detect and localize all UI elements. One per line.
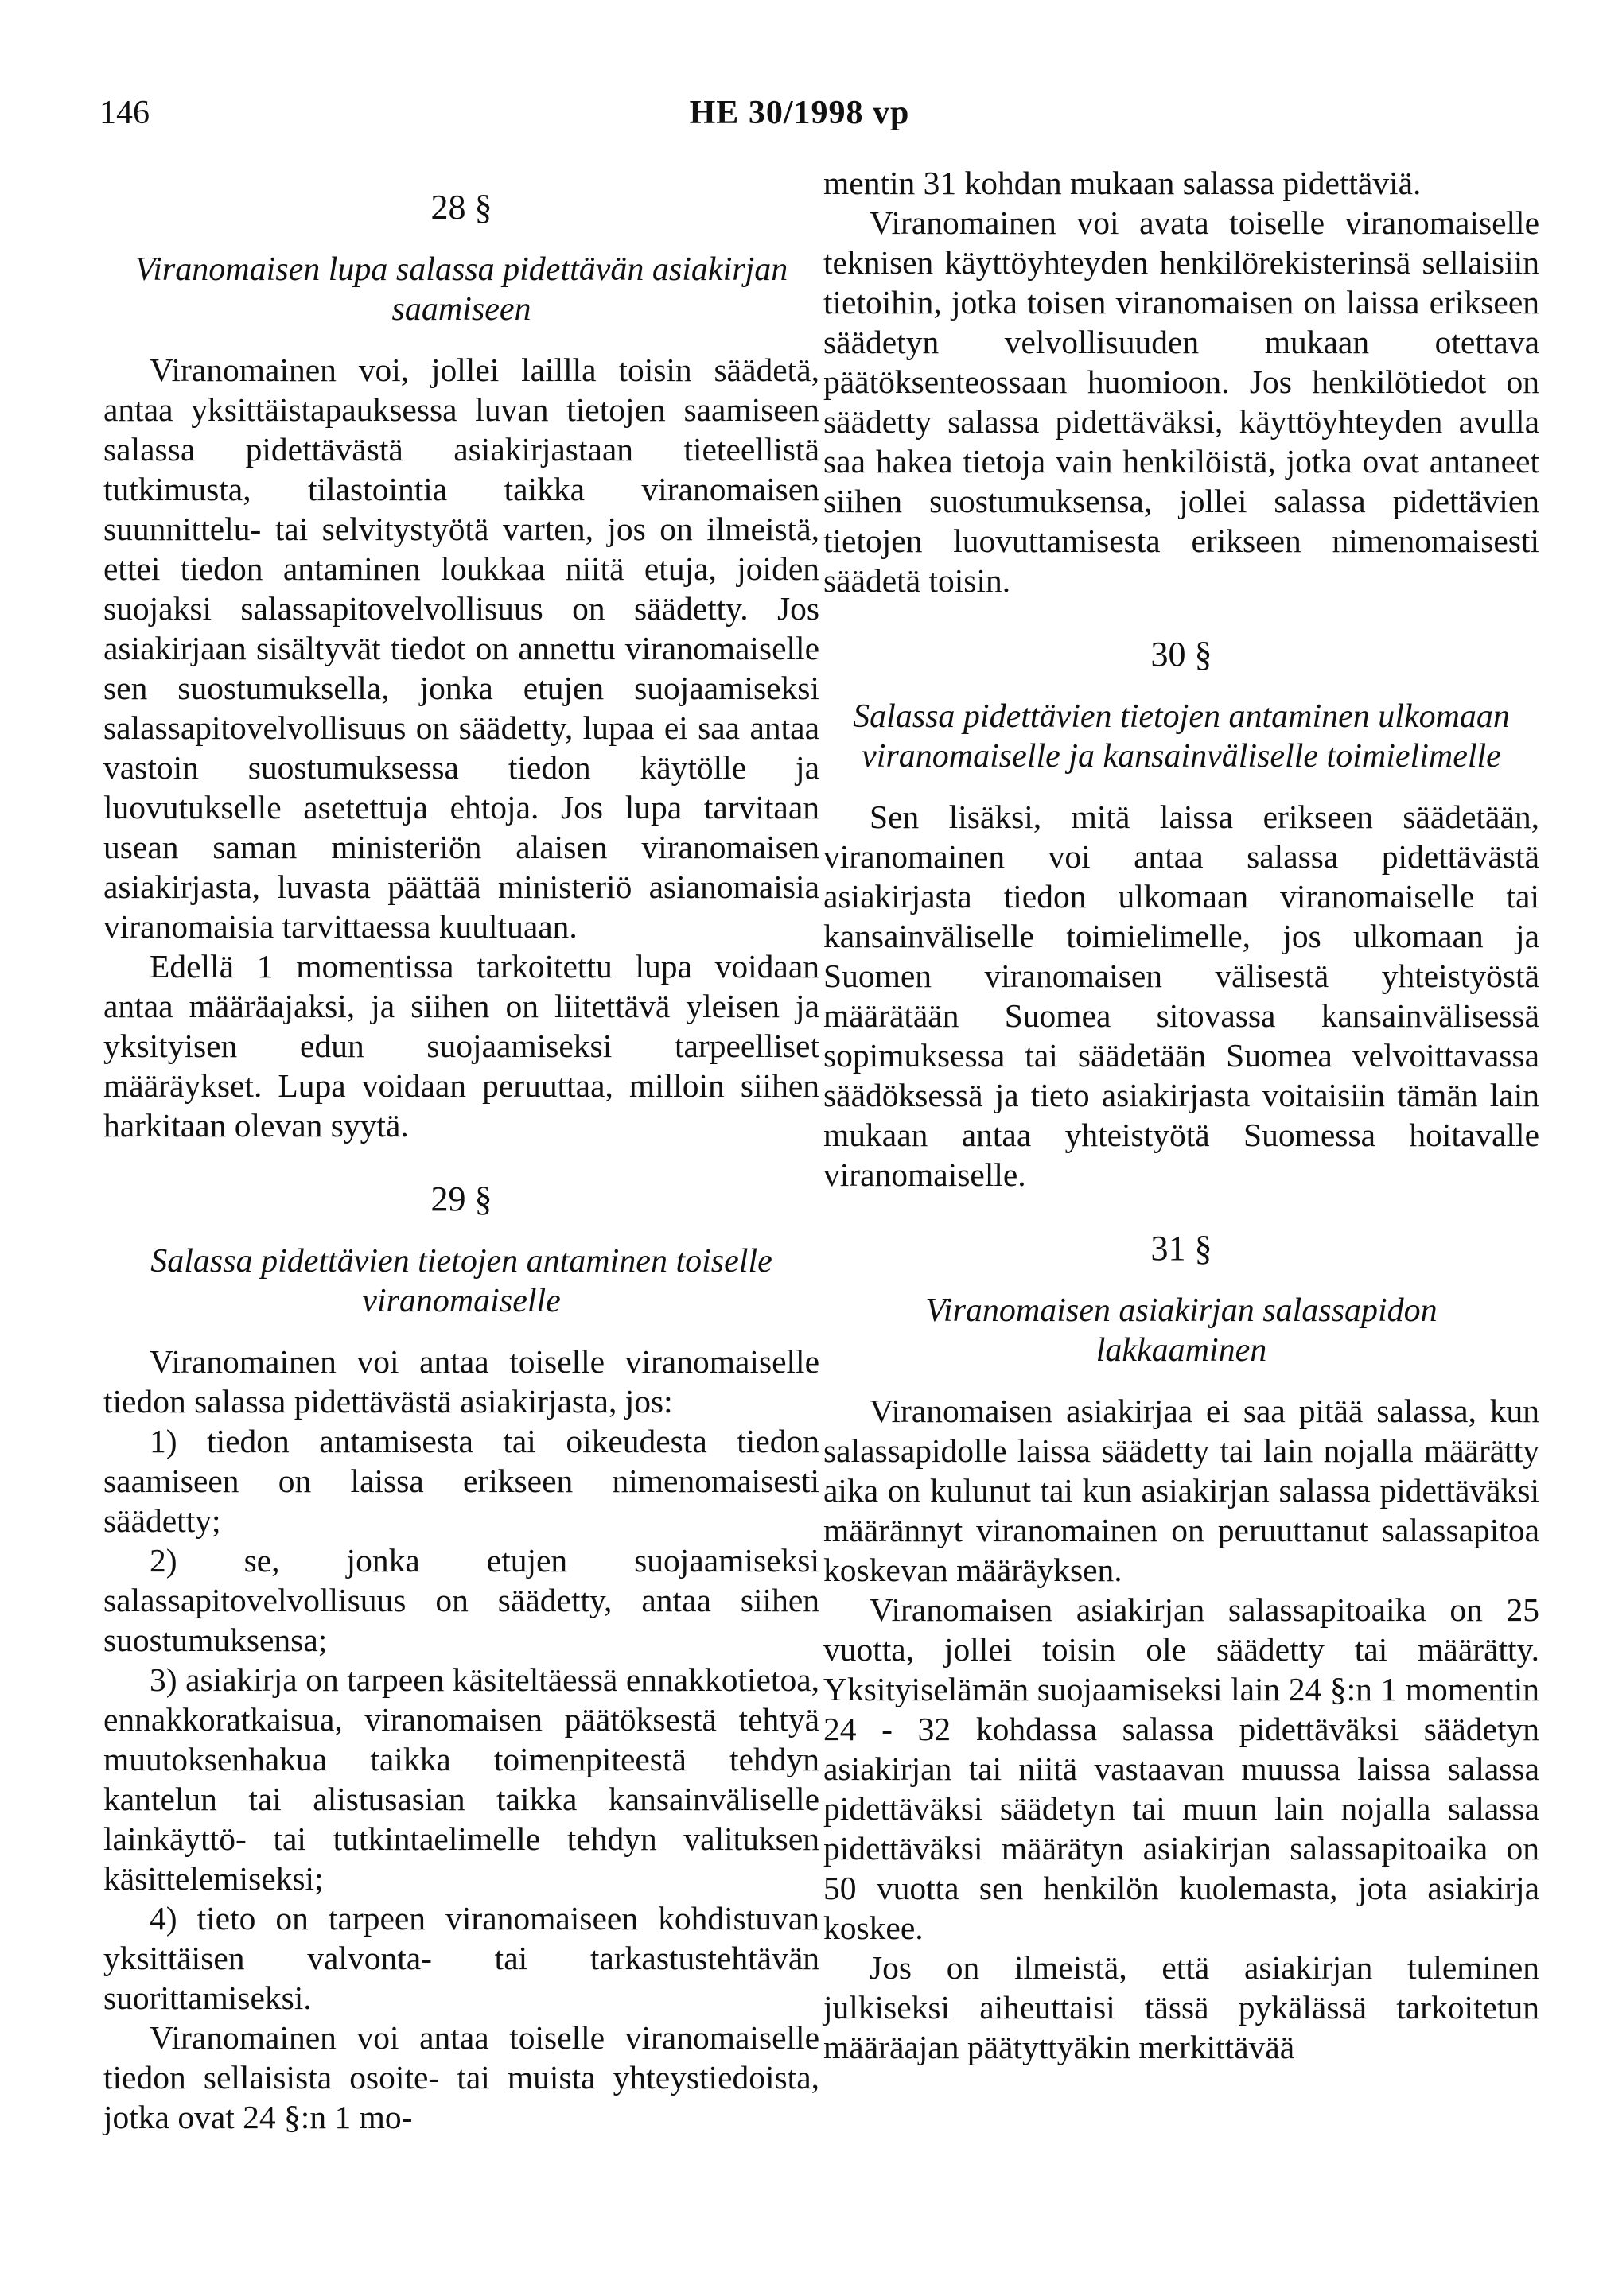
section-31-paragraph-1: Viranomaisen asiakirjaa ei saa pitää salassa, kun salassapidolle laissa säädetty tai lain nojalla määrätty aika on kulunut tai kun asiakirjan salassa pidettäväksi määrännyt viranomainen on peruuttanut salassapitoa koskevan määräyksen.	[823, 1393, 1539, 1588]
section-29-item-2: 2) se, jonka etujen suojaamiseksi salassapitovelvollisuus on säädetty, antaa siihen suostumuksensa;	[103, 1542, 819, 1658]
section-28-paragraph-1: Viranomainen voi, jollei laillla toisin säädetä, antaa yksittäistapauksessa luvan tietojen saamiseen salassa pidettävästä asiakirjastaan tieteellistä tutkimusta, tilastointia taikka viranomaisen suunnittelu- tai selvitystyötä varten, jos on ilmeistä, ettei tiedon antaminen loukkaa niitä etuja, joiden suojaksi salassapitovelvollisuus on säädetty. Jos asiakirjaan sisältyvät tiedot on annettu viranomaiselle sen suostumuksella, jonka etujen suojaamiseksi salassapitovelvollisuus on säädetty, lupaa ei saa antaa vastoin suostumuksessa tiedon käytölle ja luovutukselle asetettuja ehtoja. Jos lupa tarvitaan usean saman ministeriön alaisen viranomaisen asiakirjasta, luvasta päättää ministeriö asianomaisia viranomaisia tarvittaessa kuultuaan.	[103, 352, 819, 945]
running-title: HE 30/1998 vp	[689, 95, 910, 131]
section-29-paragraph-2: Viranomainen voi antaa toiselle viranomaiselle tiedon sellaisista osoite- tai muista yhteystiedoista, jotka ovat 24 §:n 1 mo-	[103, 2019, 819, 2135]
section-29-paragraph-1: Viranomainen voi antaa toiselle viranomaiselle tiedon salassa pidettävästä asiakirjasta, jos:	[103, 1343, 819, 1420]
section-31-title: Viranomaisen asiakirjan salassapidon lakkaaminen	[925, 1292, 1438, 1369]
section-29-paragraph-3: Viranomainen voi avata toiselle viranomaiselle teknisen käyttöyhteyden henkilörekisterinsä sellaisiin tietoihin, jotka toisen viranomaisen on laissa erikseen säädetyn velvollisuuden mukaan otettava päätöksenteossaan huomioon. Jos henkilötiedot on säädetty salassa pidettäväksi, käyttöyhteyden avulla saa hakea tietoja vain henkilöistä, jotka ovat antaneet siihen suostumuksensa, jollei salassa pidettävien tietojen luovuttamisesta erikseen nimenomaisesti säädetä toisin.	[823, 204, 1539, 599]
section-28-title: Viranomaisen lupa salassa pidettävän asiakirjan saamiseen	[134, 251, 788, 328]
section-29-item-1: 1) tiedon antamisesta tai oikeudesta tiedon saamiseen on laissa erikseen nimenomaisesti säädetty;	[103, 1423, 819, 1539]
page-header	[0, 94, 1599, 150]
section-30-paragraph-1: Sen lisäksi, mitä laissa erikseen säädetään, viranomainen voi antaa salassa pidettävästä asiakirjasta tiedon ulkomaan viranomaiselle tai kansainväliselle toimielimelle, jos ulkomaan ja Suomen viranomaisen välisestä yhteistyöstä määrätään Suomea sitovassa kansainvälisessä sopimuksessa tai säädetään Suomea velvoittavassa säädöksessä ja tieto asiakirjasta voitaisiin tämän lain mukaan antaa yhteistyötä Suomessa hoitavalle viranomaiselle.	[823, 798, 1539, 1193]
section-28-number: 28 §	[430, 188, 492, 227]
section-29-number: 29 §	[430, 1179, 492, 1218]
section-30-title: Salassa pidettävien tietojen antaminen ulkomaan viranomaiselle ja kansainväliselle toimielimelle	[853, 698, 1510, 775]
section-29-title: Salassa pidettävien tietojen antaminen toiselle viranomaiselle	[150, 1243, 772, 1319]
section-29-item-3: 3) asiakirja on tarpeen käsiteltäessä ennakkotietoa, ennakkoratkaisua, viranomaisen päätöksestä tehtyä muutoksenhakua taikka toimenpiteestä tehdyn kantelun tai alistusasian taikka kansainväliselle lainkäyttö- tai tutkintaelimelle tehdyn valituksen käsittelemiseksi;	[103, 1661, 819, 1897]
section-28-paragraph-2: Edellä 1 momentissa tarkoitettu lupa voidaan antaa määräajaksi, ja siihen on liitettävä yleisen ja yksityisen edun suojaamiseksi tarpeelliset määräykset. Lupa voidaan peruuttaa, milloin siihen harkitaan olevan syytä.	[103, 948, 819, 1144]
left-column	[103, 163, 819, 2137]
section-31-paragraph-3: Jos on ilmeistä, että asiakirjan tuleminen julkiseksi aiheuttaisi tässä pykälässä tarkoitetun määräajan päätyttyäkin merkittävää	[823, 1949, 1539, 2065]
section-30-number: 30 §	[1150, 635, 1212, 674]
section-31-paragraph-2: Viranomaisen asiakirjan salassapitoaika on 25 vuotta, jollei toisin ole säädetty tai määrätty. Yksityiselämän suojaamiseksi lain 24 §:n 1 momentin 24 - 32 kohdassa salassa pidettäväksi säädetyn asiakirjan tai niitä vastaavan muussa laissa salassa pidettäväksi säädetyn tai muun lain nojalla salassa pidettäväksi määrätyn asiakirjan salassapitoaika on 50 vuotta sen henkilön kuolemasta, jota asiakirja koskee.	[823, 1591, 1539, 1946]
right-column	[823, 163, 1539, 2067]
section-29-paragraph-2-continued: mentin 31 kohdan mukaan salassa pidettäviä.	[823, 165, 1422, 201]
page-number: 146	[99, 95, 150, 131]
section-31-number: 31 §	[1150, 1229, 1212, 1268]
section-29-item-4: 4) tieto on tarpeen viranomaiseen kohdistuvan yksittäisen valvonta- tai tarkastustehtävän suorittamiseksi.	[103, 1900, 819, 2016]
